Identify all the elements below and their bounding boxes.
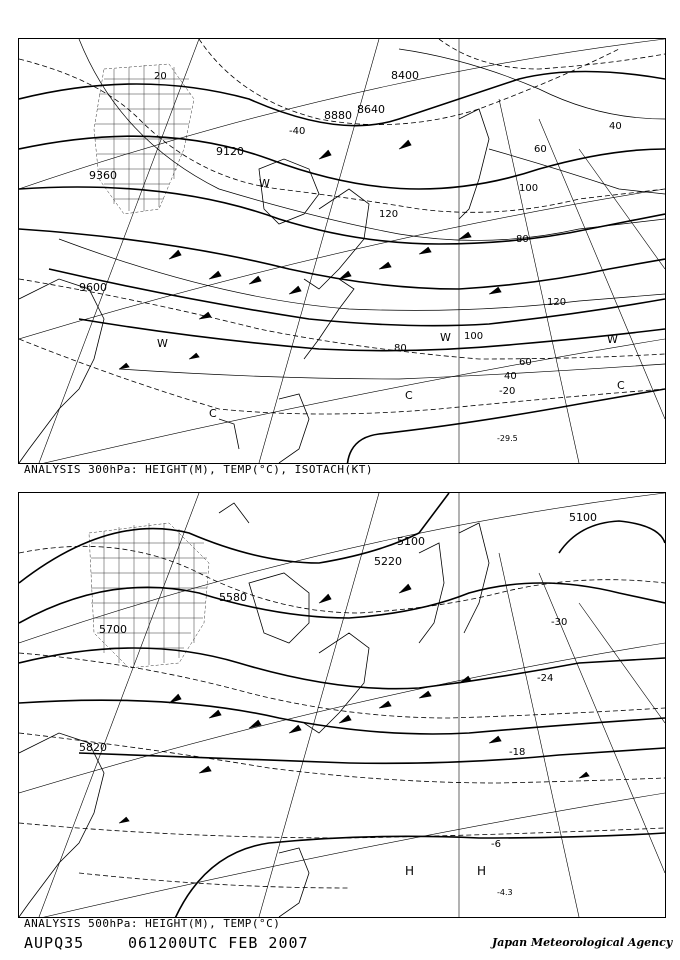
isotach-label-80-ne: 80 bbox=[516, 234, 529, 245]
center-c-3: C bbox=[617, 379, 625, 392]
height-label-8880: 8880 bbox=[324, 109, 352, 122]
map-300hpa-graphic bbox=[19, 39, 665, 463]
map-500hpa-graphic bbox=[19, 493, 665, 917]
temp-label-6: -6 bbox=[491, 839, 501, 850]
isotach-label-120-center: 120 bbox=[379, 209, 399, 220]
isotach-label-60: 60 bbox=[519, 357, 532, 368]
height-contours bbox=[19, 493, 665, 917]
center-h-1: H bbox=[405, 864, 415, 878]
isotach-label-100-ne: 100 bbox=[519, 183, 539, 194]
temp-label-20: -20 bbox=[499, 386, 516, 397]
isotach-label-20: 20 bbox=[154, 71, 167, 82]
isotachs bbox=[59, 39, 665, 379]
temp-label-24: -24 bbox=[537, 673, 554, 684]
isotach-label-60-ne: 60 bbox=[534, 144, 547, 155]
agency-name: Japan Meteorological Agency bbox=[492, 936, 673, 949]
height-label-9360: 9360 bbox=[89, 169, 117, 182]
caption-300hpa: ANALYSIS 300hPa: HEIGHT(M), TEMP(°C), ISOTACH(KT) bbox=[24, 463, 374, 476]
center-c-2: C bbox=[405, 389, 413, 402]
caption-500hpa: ANALYSIS 500hPa: HEIGHT(M), TEMP(°C) bbox=[24, 917, 281, 930]
valid-time: 061200UTC FEB 2007 bbox=[128, 934, 309, 952]
height-label-5220: 5220 bbox=[374, 555, 402, 568]
temp-label-18: -18 bbox=[509, 747, 526, 758]
isotach-label-120: 120 bbox=[547, 297, 567, 308]
map-300hpa bbox=[18, 38, 666, 464]
height-label-9600: 9600 bbox=[79, 281, 107, 294]
height-label-9120: 9120 bbox=[216, 145, 244, 158]
height-label-5580: 5580 bbox=[219, 591, 247, 604]
graticule bbox=[19, 493, 665, 917]
isotach-label-40: 40 bbox=[504, 371, 517, 382]
station-value: -4.3 bbox=[497, 888, 513, 897]
center-w-3: W bbox=[440, 331, 451, 344]
height-label-5100-ne: 5100 bbox=[569, 511, 597, 524]
height-label-8640: 8640 bbox=[357, 103, 385, 116]
hatched-area bbox=[89, 523, 209, 668]
isotach-label-100: 100 bbox=[464, 331, 484, 342]
map-500hpa bbox=[18, 492, 666, 918]
center-w-1: W bbox=[259, 177, 270, 190]
center-w-2: W bbox=[157, 337, 168, 350]
graticule bbox=[19, 39, 665, 463]
isotach-label-40-ne: 40 bbox=[609, 121, 622, 132]
coastline bbox=[19, 503, 489, 917]
center-c-1: C bbox=[209, 407, 217, 420]
height-label-5100: 5100 bbox=[397, 535, 425, 548]
height-label-5700: 5700 bbox=[99, 623, 127, 636]
center-w-4: W bbox=[607, 333, 618, 346]
height-label-5820: 5820 bbox=[79, 741, 107, 754]
station-value: -29.5 bbox=[497, 434, 518, 443]
isotach-label-80: 80 bbox=[394, 343, 407, 354]
isotherms bbox=[19, 39, 665, 414]
product-code: AUPQ35 bbox=[24, 934, 85, 952]
temp-label-40: -40 bbox=[289, 126, 306, 137]
temp-label-30: -30 bbox=[551, 617, 568, 628]
height-label-8400: 8400 bbox=[391, 69, 419, 82]
height-contours bbox=[19, 72, 665, 464]
center-h-2: H bbox=[477, 864, 487, 878]
